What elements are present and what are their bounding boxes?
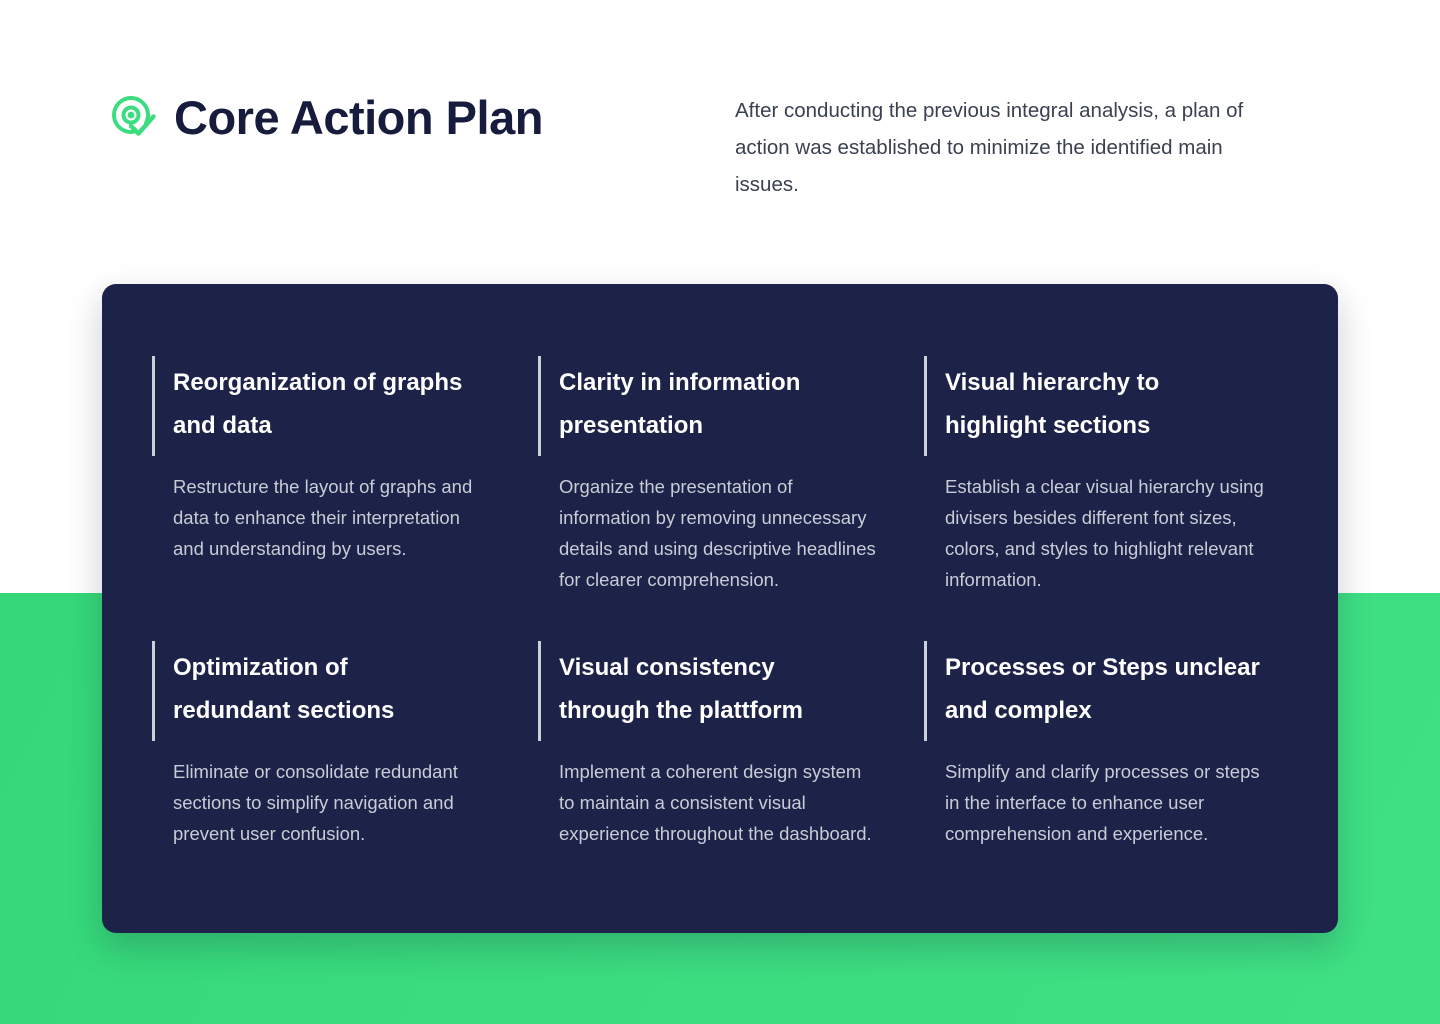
action-item-title: Reorganization of graphs and data (152, 356, 538, 456)
action-item-description: Restructure the layout of graphs and data to enhance their interpretation and understanding by users. (173, 476, 473, 559)
action-item-title: Visual hierarchy to highlight sections (924, 356, 1310, 456)
action-plan-grid (152, 356, 1310, 849)
action-item-title: Clarity in information presentation (538, 356, 924, 456)
target-check-icon (110, 94, 158, 142)
intro-paragraph: After conducting the previous integral analysis, a plan of action was established to minimize the identified main issues. (735, 99, 1244, 196)
title-row (110, 90, 543, 145)
action-item-title: Visual consistency through the plattform (538, 641, 924, 741)
action-item-description: Simplify and clarify processes or steps in the interface to enhance user comprehension and experience. (945, 761, 1260, 844)
action-item-description: Eliminate or consolidate redundant sections to simplify navigation and prevent user confusion. (173, 761, 458, 844)
page-title: Core Action Plan (174, 91, 543, 144)
action-item-title: Optimization of redundant sections (152, 641, 538, 741)
action-plan-card (102, 284, 1338, 933)
action-item-description: Organize the presentation of information by removing unnecessary details and using descriptive headlines for clearer comprehension. (559, 476, 876, 590)
action-item-3 (924, 356, 1310, 641)
action-item-6 (924, 641, 1310, 849)
action-item-5 (538, 641, 924, 849)
action-item-description: Establish a clear visual hierarchy using divisers besides different font sizes, colors, and styles to highlight relevant information. (945, 476, 1264, 590)
action-item-4 (152, 641, 538, 849)
action-item-2 (538, 356, 924, 641)
action-item-1 (152, 356, 538, 641)
action-item-title: Processes or Steps unclear and complex (924, 641, 1310, 741)
action-item-description: Implement a coherent design system to maintain a consistent visual experience throughout the dashboard. (559, 761, 872, 844)
